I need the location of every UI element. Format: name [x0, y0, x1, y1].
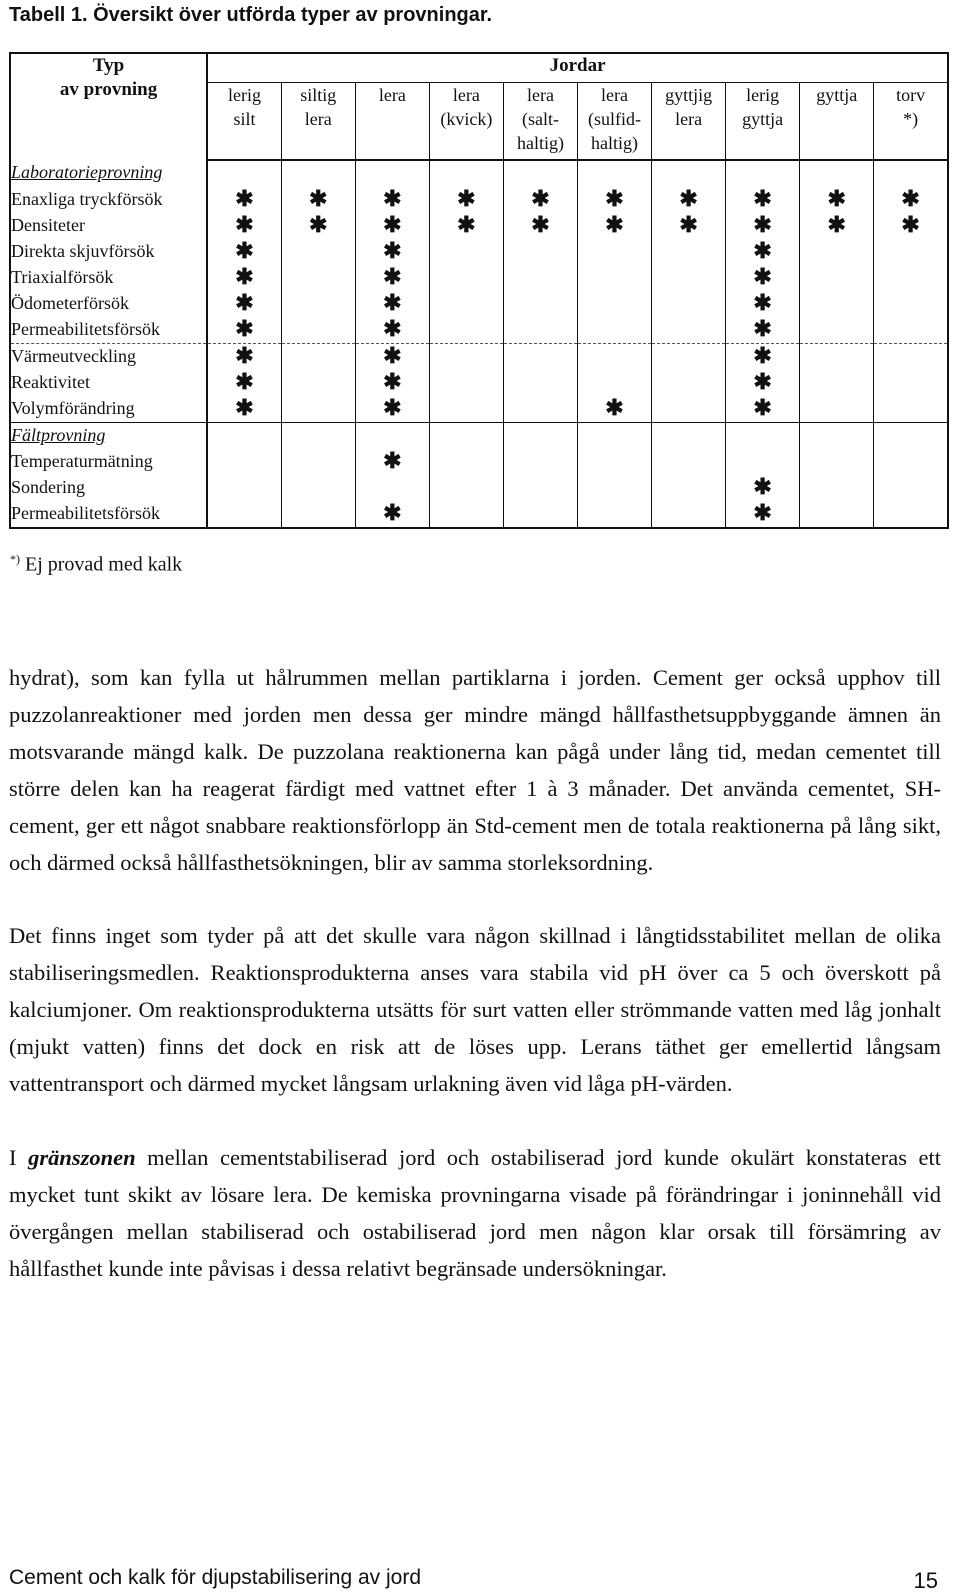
paragraph-3-lead: I	[9, 1144, 17, 1170]
empty-cell	[800, 239, 874, 265]
empty-cell	[503, 501, 577, 528]
empty-cell	[503, 239, 577, 265]
tested-mark: ✱	[355, 239, 429, 265]
empty-cell	[577, 475, 651, 501]
empty-cell	[800, 291, 874, 317]
tested-mark: ✱	[207, 344, 281, 371]
column-header-3	[429, 83, 503, 161]
empty-cell	[577, 423, 651, 450]
empty-cell	[800, 317, 874, 344]
paragraph-1: hydrat), som kan fylla ut hålrummen mellan partiklarna i jorden. Cement ger också upphov till puzzolanreaktioner med jorden men dessa ger mindre mängd hållfasthetsuppbyggande ämnen än motsvarande mängd kalk. De puzzolana reaktionerna kan pågå under lång tid, medan cementet till större delen kan ha reagerat färdigt med vattnet efter 1 à 3 månader. Det använda cementet, SH-cement, ger ett något snabbare reaktionsförlopp än Std-cement men de totala reaktionerna på lång sikt, och därmed också hållfasthetsökningen, blir av samma storleksordning.	[9, 665, 941, 875]
column-header-line: lerig	[746, 85, 780, 105]
empty-cell	[429, 160, 503, 187]
column-header-line	[430, 131, 503, 155]
empty-cell	[874, 449, 948, 475]
tested-mark: ✱	[800, 213, 874, 239]
table-row	[10, 160, 948, 187]
test-types-table-wrap	[9, 52, 949, 531]
empty-cell	[207, 449, 281, 475]
empty-cell	[503, 396, 577, 423]
empty-cell	[207, 423, 281, 450]
tested-mark: ✱	[726, 291, 800, 317]
row-label: Enaxliga tryckförsök	[10, 187, 207, 213]
column-header-5	[577, 83, 651, 161]
row-label: Volymförändring	[10, 396, 207, 423]
empty-cell	[874, 239, 948, 265]
empty-cell	[874, 501, 948, 528]
empty-cell	[874, 317, 948, 344]
empty-cell	[429, 423, 503, 450]
footnote	[10, 552, 182, 577]
empty-cell	[652, 265, 726, 291]
tested-mark: ✱	[355, 291, 429, 317]
tested-mark: ✱	[207, 265, 281, 291]
tested-mark: ✱	[726, 475, 800, 501]
empty-cell	[800, 160, 874, 187]
empty-cell	[503, 265, 577, 291]
column-header-4	[503, 83, 577, 161]
tested-mark: ✱	[726, 265, 800, 291]
column-header-line: lera	[304, 109, 332, 129]
empty-cell	[652, 449, 726, 475]
column-header-line	[800, 131, 873, 155]
column-header-1	[281, 83, 355, 161]
table-body	[10, 160, 948, 528]
tested-mark: ✱	[429, 187, 503, 213]
empty-cell	[800, 449, 874, 475]
empty-cell	[429, 239, 503, 265]
table-row	[10, 423, 948, 450]
empty-cell	[429, 449, 503, 475]
column-header-7	[726, 83, 800, 161]
tested-mark: ✱	[577, 396, 651, 423]
empty-cell	[503, 475, 577, 501]
empty-cell	[429, 501, 503, 528]
footnote-text: Ej provad med kalk	[25, 553, 183, 576]
empty-cell	[577, 239, 651, 265]
table-row	[10, 475, 948, 501]
tested-mark: ✱	[726, 370, 800, 396]
tested-mark: ✱	[577, 187, 651, 213]
empty-cell	[874, 291, 948, 317]
empty-cell	[429, 475, 503, 501]
footer-title: Cement och kalk för djupstabilisering av jord	[9, 1566, 422, 1589]
body-text	[9, 660, 941, 1325]
empty-cell	[726, 449, 800, 475]
section-label: Fältprovning	[10, 423, 207, 450]
empty-cell	[281, 291, 355, 317]
empty-cell	[652, 344, 726, 371]
empty-cell	[652, 396, 726, 423]
empty-cell	[652, 291, 726, 317]
empty-cell	[429, 291, 503, 317]
tested-mark: ✱	[726, 213, 800, 239]
empty-cell	[281, 344, 355, 371]
empty-cell	[281, 475, 355, 501]
empty-cell	[800, 265, 874, 291]
tested-mark: ✱	[355, 213, 429, 239]
tested-mark: ✱	[355, 317, 429, 344]
table-row	[10, 449, 948, 475]
empty-cell	[281, 370, 355, 396]
tested-mark: ✱	[207, 213, 281, 239]
empty-cell	[281, 160, 355, 187]
column-header-line	[208, 131, 281, 155]
row-label: Reaktivitet	[10, 370, 207, 396]
page-number: 15	[913, 1568, 938, 1593]
empty-cell	[281, 423, 355, 450]
empty-cell	[355, 423, 429, 450]
empty-cell	[355, 475, 429, 501]
table-row	[10, 501, 948, 528]
column-header-line	[356, 107, 429, 131]
empty-cell	[874, 475, 948, 501]
column-header-line	[800, 107, 873, 131]
empty-cell	[652, 370, 726, 396]
column-header-2	[355, 83, 429, 161]
tested-mark: ✱	[355, 396, 429, 423]
column-header-0	[207, 83, 281, 161]
empty-cell	[800, 370, 874, 396]
empty-cell	[652, 423, 726, 450]
empty-cell	[577, 317, 651, 344]
column-header-line: lera	[601, 85, 628, 105]
empty-cell	[726, 160, 800, 187]
column-header-line: haltig)	[591, 133, 639, 153]
empty-cell	[800, 344, 874, 371]
tested-mark: ✱	[281, 213, 355, 239]
paragraph-2: Det finns inget som tyder på att det skulle vara någon skillnad i långtidsstabilitet mellan de olika stabiliseringsmedlen. Reaktionsprodukterna anses vara stabila vid pH över ca 5 och överskott på kalciumjoner. Om reaktionsprodukterna utsätts för surt vatten eller strömmande vatten med låg jonhalt (mjukt vatten) finns det dock en risk att de löses upp. Lerans täthet ger emellertid långsam vattentransport och därmed mycket långsam urlakning även vid låga pH-värden.	[9, 923, 941, 1097]
empty-cell	[800, 475, 874, 501]
empty-cell	[577, 370, 651, 396]
empty-cell	[577, 291, 651, 317]
tested-mark: ✱	[355, 265, 429, 291]
tested-mark: ✱	[726, 396, 800, 423]
table-row	[10, 370, 948, 396]
tested-mark: ✱	[652, 213, 726, 239]
empty-cell	[800, 423, 874, 450]
empty-cell	[652, 501, 726, 528]
row-label: Värmeutveckling	[10, 344, 207, 371]
tested-mark: ✱	[726, 187, 800, 213]
table-row	[10, 317, 948, 344]
tested-mark: ✱	[207, 370, 281, 396]
tested-mark: ✱	[726, 344, 800, 371]
column-header-line: gyttjig	[665, 85, 713, 105]
column-header-line	[282, 131, 355, 155]
empty-cell	[281, 449, 355, 475]
tested-mark: ✱	[503, 213, 577, 239]
paragraph-3	[9, 1140, 941, 1288]
empty-cell	[503, 160, 577, 187]
row-label: Temperaturmätning	[10, 449, 207, 475]
column-header-line: (salt-	[521, 109, 559, 129]
tested-mark: ✱	[800, 187, 874, 213]
tested-mark: ✱	[429, 213, 503, 239]
tested-mark: ✱	[207, 187, 281, 213]
table-row	[10, 291, 948, 317]
empty-cell	[652, 239, 726, 265]
empty-cell	[281, 265, 355, 291]
column-header-line: (sulfid-	[588, 109, 642, 129]
empty-cell	[429, 265, 503, 291]
tested-mark: ✱	[901, 186, 920, 211]
tested-mark: ✱	[726, 501, 800, 528]
tested-mark: ✱	[355, 449, 429, 475]
column-header-line: lera	[378, 85, 406, 105]
empty-cell	[207, 475, 281, 501]
tested-mark: ✱	[207, 317, 281, 344]
jordar-header: Jordar	[207, 53, 948, 83]
row-label: Permeabilitetsförsök	[10, 501, 207, 528]
column-header-line: *)	[903, 109, 919, 129]
column-header-line: lera	[675, 109, 703, 129]
typ-header-line2: av provning	[59, 79, 158, 100]
typ-header	[10, 53, 207, 160]
table-row	[10, 187, 948, 213]
empty-cell	[355, 160, 429, 187]
empty-cell	[429, 396, 503, 423]
empty-cell	[429, 344, 503, 371]
column-header-line: (kvick)	[440, 109, 493, 129]
empty-cell	[874, 396, 948, 423]
column-header-line: silt	[233, 109, 256, 129]
empty-cell	[874, 160, 948, 187]
column-header-line: gyttja	[816, 85, 858, 105]
column-header-line	[356, 131, 429, 155]
empty-cell	[281, 317, 355, 344]
table-caption: Tabell 1. Översikt över utförda typer av provningar.	[9, 4, 493, 26]
column-header-9	[874, 83, 948, 161]
empty-cell	[800, 501, 874, 528]
row-label: Densiteter	[10, 213, 207, 239]
tested-mark: ✱	[355, 187, 429, 213]
empty-cell	[652, 160, 726, 187]
tested-mark: ✱	[207, 239, 281, 265]
tested-mark: ✱	[207, 291, 281, 317]
empty-cell	[577, 344, 651, 371]
column-header-line: siltig	[300, 85, 337, 105]
column-header-line	[874, 131, 947, 155]
table-row	[10, 396, 948, 423]
column-header-line	[726, 131, 799, 155]
column-header-line: gyttja	[742, 109, 784, 129]
empty-cell	[577, 449, 651, 475]
footnote-marker: *)	[10, 552, 20, 566]
tested-mark: ✱	[577, 213, 651, 239]
column-header-line	[652, 131, 725, 155]
row-label: Ödometerförsök	[10, 291, 207, 317]
empty-cell	[503, 449, 577, 475]
empty-cell	[281, 501, 355, 528]
tested-mark: ✱	[726, 239, 800, 265]
empty-cell	[577, 501, 651, 528]
tested-mark: ✱	[281, 187, 355, 213]
empty-cell	[652, 475, 726, 501]
column-header-8	[800, 83, 874, 161]
empty-cell	[874, 370, 948, 396]
empty-cell	[281, 396, 355, 423]
tested-mark: ✱	[652, 187, 726, 213]
empty-cell	[503, 317, 577, 344]
paragraph-3-emphasis: gränszonen	[28, 1144, 136, 1170]
row-label: Sondering	[10, 475, 207, 501]
empty-cell	[503, 291, 577, 317]
column-header-line: lera	[526, 85, 554, 105]
empty-cell	[503, 423, 577, 450]
empty-cell	[577, 160, 651, 187]
table-row	[10, 213, 948, 239]
empty-cell	[874, 423, 948, 450]
tested-mark: ✱	[355, 344, 429, 371]
empty-cell	[874, 344, 948, 371]
empty-cell	[874, 265, 948, 291]
tested-mark: ✱	[207, 396, 281, 423]
column-header-line: torv	[896, 85, 926, 105]
empty-cell	[207, 160, 281, 187]
empty-cell	[207, 501, 281, 528]
empty-cell	[652, 317, 726, 344]
table-row	[10, 265, 948, 291]
row-label: Permeabilitetsförsök	[10, 317, 207, 344]
empty-cell	[726, 423, 800, 450]
row-label: Triaxialförsök	[10, 265, 207, 291]
section-label: Laboratorieprovning	[10, 160, 207, 187]
table-row	[10, 239, 948, 265]
tested-mark: ✱	[726, 317, 800, 344]
row-label: Direkta skjuvförsök	[10, 239, 207, 265]
empty-cell	[429, 370, 503, 396]
tested-mark: ✱	[901, 212, 920, 237]
column-header-line: haltig)	[516, 133, 564, 153]
empty-cell	[503, 344, 577, 371]
column-header-line: lera	[452, 85, 480, 105]
table-row	[10, 344, 948, 371]
tested-mark: ✱	[355, 370, 429, 396]
empty-cell	[577, 265, 651, 291]
empty-cell	[503, 370, 577, 396]
empty-cell	[800, 396, 874, 423]
tested-mark: ✱	[503, 187, 577, 213]
typ-header-line1: Typ	[92, 55, 125, 76]
column-header-6	[652, 83, 726, 161]
empty-cell	[429, 317, 503, 344]
empty-cell	[281, 239, 355, 265]
tested-mark: ✱	[355, 501, 429, 528]
test-types-table	[9, 52, 949, 529]
column-header-line: lerig	[227, 85, 261, 105]
paragraph-3-rest: mellan cementstabiliserad jord och ostabiliserad jord kunde okulärt konstateras ett mycket tunt skikt av lösare lera. De kemiska provningarna visade på förändringar i joninnehåll vid övergången mellan stabiliserad och ostabiliserad jord men någon klar orsak till försämring av hållfasthet kunde inte påvisas i dessa relativt begränsade undersökningar.	[9, 1144, 941, 1281]
